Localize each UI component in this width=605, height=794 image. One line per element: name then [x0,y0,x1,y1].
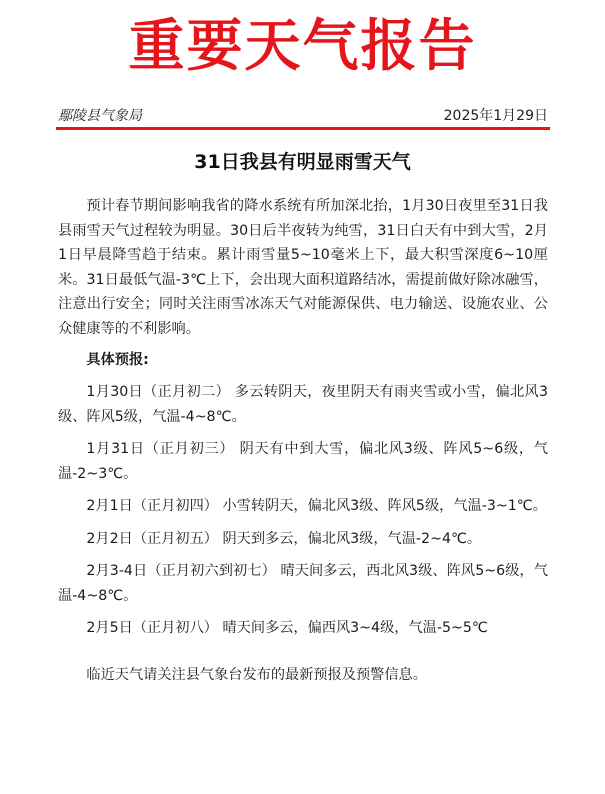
closing-paragraph: 临近天气请关注县气象台发布的最新预报及预警信息。 [86,666,427,683]
issuer: 鄢陵县气象局 [58,108,142,124]
red-divider [56,127,550,130]
forecast-section-title: 具体预报: [86,352,149,368]
meta-row [58,106,548,126]
forecast-day: 2月5日（正月初八） 晴天间多云，偏西风3~4级，气温-5~5℃ [86,620,488,636]
forecast-day: 2月3-4日（正月初六到初七） 晴天间多云，西北风3级、阵风5~6级，气温-4~8℃。 [58,563,548,604]
forecast-day: 2月1日（正月初四） 小雪转阴天，偏北风3级、阵风5级，气温-3~1℃。 [86,498,547,514]
intro-paragraph: 预计春节期间影响我省的降水系统有所加深北抬，1月30日夜里至31日我县雨雪天气过程较为明显。30日后半夜转为纯雪，31日白天有中到大雪，2月1日早晨降雪趋于结束。累计雨雪量5~10毫米上下，最大积雪深度6~10厘米。31日最低气温-3℃上下，会出现大面积道路结冰，需提前做好除冰融雪，注意出行安全；同时关注雨雪冰冻天气对能源保供、电力输送、设施农业、公众健康等的不利影响。 [58,198,548,337]
forecast-day: 2月2日（正月初五） 阴天到多云，偏北风3级，气温-2~4℃。 [86,530,482,547]
issue-date: 2025年1月29日 [443,108,548,124]
report-body [58,194,548,687]
report-masthead: 重要天气报告 [128,13,477,79]
forecast-day: 1月31日（正月初三） 阴天有中到大雪，偏北风3级、阵风5~6级，气温-2~3℃。 [58,441,548,482]
forecast-day: 1月30日（正月初二） 多云转阴天，夜里阴天有雨夹雪或小雪，偏北风3级、阵风5级，气温-4~8℃。 [58,384,548,425]
report-headline: 31日我县有明显雨雪天气 [194,151,411,173]
